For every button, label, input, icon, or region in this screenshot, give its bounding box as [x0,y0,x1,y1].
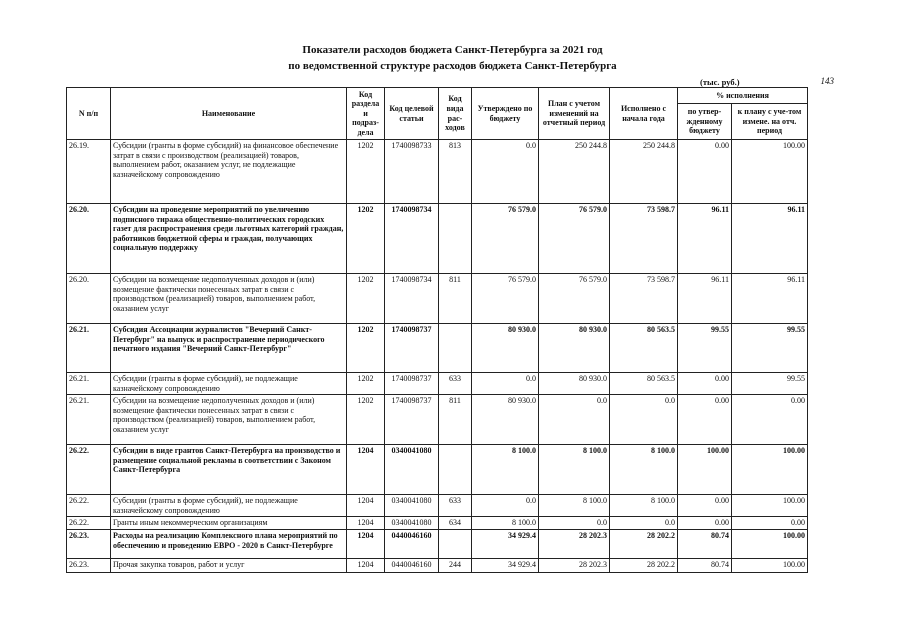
row-plan: 8 100.0 [539,495,610,517]
row-name: Субсидии (гранты в форме субсидий), не подлежащие казначейскому сопровождению [111,495,347,517]
row-executed: 8 100.0 [610,495,678,517]
row-approved: 34 929.4 [472,530,539,559]
table-row [67,559,808,573]
row-target-code: 0440046160 [385,530,439,559]
row-name: Субсидия Ассоциации журналистов "Вечерний Санкт-Петербург" на выпуск и распространение периодического печатного издания "Вечерний Санкт-Петербург" [111,324,347,373]
row-name: Субсидии (гранты в форме субсидий), не подлежащие казначейскому сопровождению [111,373,347,395]
row-executed: 80 563.5 [610,324,678,373]
row-section-code: 1202 [347,274,385,324]
row-section-code: 1204 [347,530,385,559]
row-number: 26.23. [67,559,111,573]
row-section-code: 1204 [347,517,385,530]
row-plan: 250 244.8 [539,140,610,204]
row-pct-budget: 80.74 [678,559,732,573]
table-body [67,140,808,573]
row-plan: 0.0 [539,517,610,530]
table-row [67,140,808,204]
col-header-pct-plan: к плану с уче-том измене. на отч. период [732,104,808,140]
row-pct-budget: 100.00 [678,445,732,495]
row-section-code: 1202 [347,395,385,445]
col-header-name: Наименование [111,88,347,140]
table-header [67,88,808,140]
row-type-code [439,324,472,373]
row-target-code: 1740098737 [385,373,439,395]
row-pct-plan: 100.00 [732,559,808,573]
row-section-code: 1202 [347,204,385,274]
row-approved: 8 100.0 [472,517,539,530]
row-number: 26.22. [67,517,111,530]
row-plan: 0.0 [539,395,610,445]
row-number: 26.22. [67,445,111,495]
row-target-code: 1740098737 [385,395,439,445]
row-pct-budget: 0.00 [678,517,732,530]
row-executed: 73 598.7 [610,274,678,324]
row-pct-budget: 0.00 [678,373,732,395]
col-header-percent-group: % исполнения [678,88,808,104]
row-approved: 8 100.0 [472,445,539,495]
budget-table [66,87,808,573]
table-row [67,274,808,324]
row-number: 26.20. [67,204,111,274]
row-pct-budget: 96.11 [678,274,732,324]
row-approved: 76 579.0 [472,204,539,274]
row-section-code: 1202 [347,324,385,373]
row-pct-plan: 0.00 [732,517,808,530]
row-section-code: 1204 [347,445,385,495]
row-section-code: 1202 [347,373,385,395]
row-type-code [439,445,472,495]
row-number: 26.20. [67,274,111,324]
col-header-pct-budget: по утвер-жденному бюджету [678,104,732,140]
row-pct-plan: 100.00 [732,140,808,204]
row-pct-budget: 80.74 [678,530,732,559]
row-type-code [439,530,472,559]
row-approved: 76 579.0 [472,274,539,324]
row-name: Субсидии на возмещение недополученных доходов и (или) возмещение фактически понесенных затрат в связи с производством (реализацией) товаров, выполнением работ, оказанием услуг [111,274,347,324]
row-target-code: 0440046160 [385,559,439,573]
row-pct-budget: 96.11 [678,204,732,274]
row-executed: 8 100.0 [610,445,678,495]
table-row [67,517,808,530]
table-row [67,495,808,517]
row-name: Субсидии в виде грантов Санкт-Петербурга на производство и размещение социальной рекламы в соответствии с Законом Санкт-Петербурга [111,445,347,495]
col-header-target: Код целевой статьи [385,88,439,140]
row-number: 26.23. [67,530,111,559]
report-title: Показатели расходов бюджета Санкт-Петербурга за 2021 год [302,44,603,56]
row-plan: 80 930.0 [539,324,610,373]
col-header-num: N п/п [67,88,111,140]
row-type-code: 813 [439,140,472,204]
row-pct-plan: 99.55 [732,324,808,373]
row-executed: 28 202.2 [610,559,678,573]
row-number: 26.21. [67,373,111,395]
row-target-code: 1740098733 [385,140,439,204]
row-type-code: 633 [439,495,472,517]
row-pct-plan: 100.00 [732,530,808,559]
row-executed: 80 563.5 [610,373,678,395]
row-pct-plan: 99.55 [732,373,808,395]
col-header-approved: Утверждено по бюджету [472,88,539,140]
row-type-code: 634 [439,517,472,530]
row-pct-plan: 0.00 [732,395,808,445]
row-target-code: 0340041080 [385,495,439,517]
row-pct-budget: 0.00 [678,140,732,204]
row-approved: 0.0 [472,495,539,517]
row-section-code: 1202 [347,140,385,204]
row-plan: 28 202.3 [539,559,610,573]
row-type-code [439,204,472,274]
col-header-executed: Исполнено с начала года [610,88,678,140]
row-approved: 34 929.4 [472,559,539,573]
row-executed: 73 598.7 [610,204,678,274]
units-label: (тыс. руб.) [700,77,740,87]
row-number: 26.19. [67,140,111,204]
row-approved: 80 930.0 [472,395,539,445]
col-header-plan: План с учетом изменений на отчетный период [539,88,610,140]
row-plan: 76 579.0 [539,274,610,324]
row-pct-budget: 99.55 [678,324,732,373]
row-section-code: 1204 [347,559,385,573]
row-plan: 80 930.0 [539,373,610,395]
row-name: Гранты иным некоммерческим организациям [111,517,347,530]
report-subtitle: по ведомственной структуре расходов бюджета Санкт-Петербурга [288,60,617,72]
row-executed: 0.0 [610,517,678,530]
table-row [67,395,808,445]
col-header-type: Код вида рас-ходов [439,88,472,140]
row-name: Субсидии на проведение мероприятий по увеличению подписного тиража общественно-политических городских газет для распространения среди льготных категорий граждан, работников бюджетной сферы и граждан, получающих социальную поддержку [111,204,347,274]
row-name: Прочая закупка товаров, работ и услуг [111,559,347,573]
row-number: 26.21. [67,324,111,373]
table-row [67,204,808,274]
row-name: Субсидии на возмещение недополученных доходов и (или) возмещение фактически понесенных затрат в связи с производством (реализацией) товаров, выполнением работ, оказанием услуг [111,395,347,445]
row-type-code: 811 [439,274,472,324]
row-target-code: 1740098734 [385,274,439,324]
row-approved: 80 930.0 [472,324,539,373]
table-row [67,530,808,559]
row-target-code: 1740098737 [385,324,439,373]
row-target-code: 1740098734 [385,204,439,274]
row-executed: 0.0 [610,395,678,445]
page-number: 143 [820,76,834,86]
row-pct-budget: 0.00 [678,495,732,517]
table-row [67,324,808,373]
col-header-section: Код раздела и подраз-дела [347,88,385,140]
row-pct-plan: 96.11 [732,274,808,324]
table-row [67,373,808,395]
row-number: 26.21. [67,395,111,445]
row-type-code: 633 [439,373,472,395]
row-plan: 28 202.3 [539,530,610,559]
table-row [67,445,808,495]
row-pct-plan: 96.11 [732,204,808,274]
row-type-code: 811 [439,395,472,445]
row-number: 26.22. [67,495,111,517]
row-plan: 76 579.0 [539,204,610,274]
row-name: Субсидии (гранты в форме субсидий) на финансовое обеспечение затрат в связи с производством (реализацией) товаров, выполнением работ, оказанием услуг, не подлежащие казначейскому сопровождению [111,140,347,204]
row-approved: 0.0 [472,373,539,395]
row-plan: 8 100.0 [539,445,610,495]
row-executed: 28 202.2 [610,530,678,559]
row-approved: 0.0 [472,140,539,204]
row-target-code: 0340041080 [385,445,439,495]
row-name: Расходы на реализацию Комплексного плана мероприятий по обеспечению и проведению ЕВРО - 2020 в Санкт-Петербурге [111,530,347,559]
row-pct-budget: 0.00 [678,395,732,445]
row-section-code: 1204 [347,495,385,517]
row-type-code: 244 [439,559,472,573]
row-pct-plan: 100.00 [732,445,808,495]
row-pct-plan: 100.00 [732,495,808,517]
row-executed: 250 244.8 [610,140,678,204]
row-target-code: 0340041080 [385,517,439,530]
